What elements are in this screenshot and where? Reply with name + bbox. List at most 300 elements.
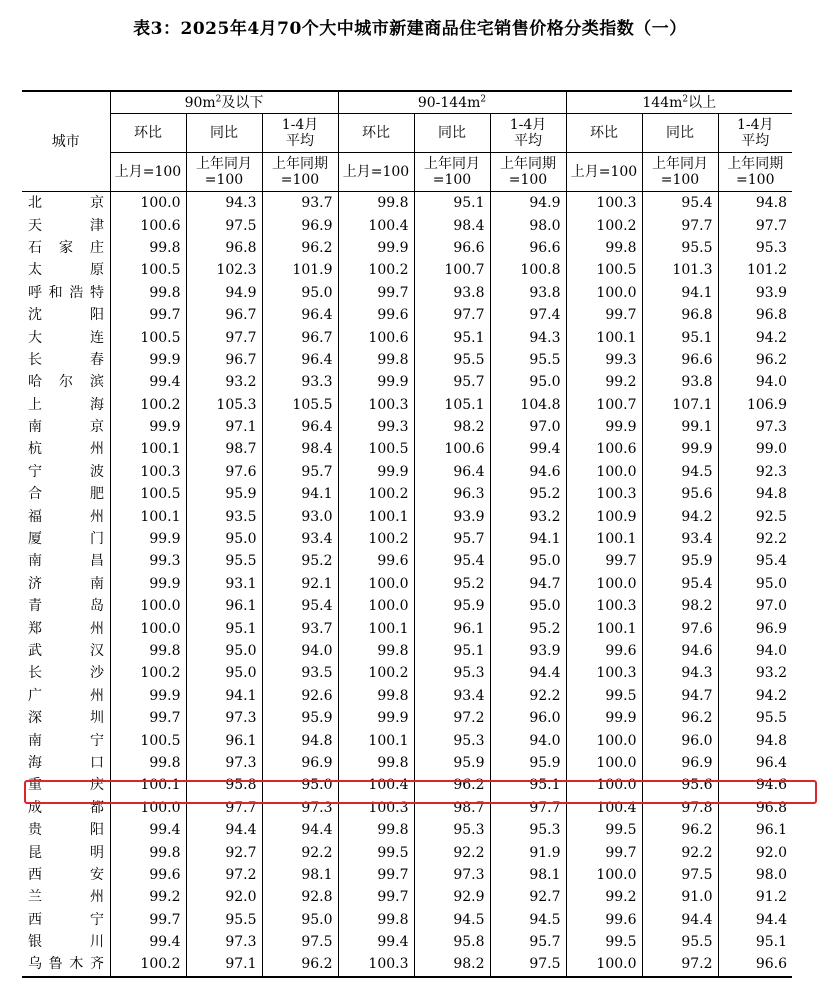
value-cell: 99.5 bbox=[566, 819, 642, 841]
value-cell: 100.0 bbox=[338, 595, 414, 617]
value-cell: 99.6 bbox=[338, 550, 414, 572]
table-row bbox=[22, 729, 792, 751]
value-cell: 98.2 bbox=[414, 416, 490, 438]
value-cell: 93.8 bbox=[490, 282, 566, 304]
city-name: 宁波 bbox=[28, 463, 104, 480]
value-cell: 100.0 bbox=[110, 617, 186, 639]
value-cell: 93.9 bbox=[718, 282, 792, 304]
city-name: 昆明 bbox=[28, 844, 104, 861]
value-cell: 92.2 bbox=[490, 685, 566, 707]
table-row bbox=[22, 304, 792, 326]
value-cell: 94.0 bbox=[490, 729, 566, 751]
value-cell: 100.3 bbox=[566, 662, 642, 684]
group-header-90-below: $90m^2$及以下 bbox=[110, 91, 338, 114]
table-row bbox=[22, 259, 792, 281]
value-cell: 95.5 bbox=[414, 349, 490, 371]
value-cell: 99.4 bbox=[490, 438, 566, 460]
value-cell: 105.3 bbox=[186, 394, 262, 416]
value-cell: 99.9 bbox=[338, 237, 414, 259]
value-cell: 100.0 bbox=[110, 797, 186, 819]
value-cell: 92.9 bbox=[414, 886, 490, 908]
value-cell: 94.0 bbox=[262, 640, 338, 662]
value-cell: 97.7 bbox=[186, 797, 262, 819]
value-cell: 95.5 bbox=[186, 909, 262, 931]
city-name: 成都 bbox=[28, 799, 104, 816]
value-cell: 99.8 bbox=[338, 640, 414, 662]
value-cell: 99.6 bbox=[566, 909, 642, 931]
value-cell: 95.2 bbox=[490, 617, 566, 639]
table-row bbox=[22, 349, 792, 371]
table-row bbox=[22, 909, 792, 931]
table-row bbox=[22, 953, 792, 976]
value-cell: 94.6 bbox=[490, 461, 566, 483]
yoy-header: 同比 bbox=[186, 114, 262, 153]
value-cell: 100.3 bbox=[338, 953, 414, 976]
group-header-90-144: $90-144m^2$ bbox=[338, 91, 566, 114]
city-name: 乌鲁木齐 bbox=[28, 956, 104, 973]
value-cell: 99.7 bbox=[110, 304, 186, 326]
value-cell: 92.5 bbox=[718, 505, 792, 527]
value-cell: 97.6 bbox=[642, 617, 718, 639]
value-cell: 97.3 bbox=[186, 707, 262, 729]
value-cell: 100.6 bbox=[566, 438, 642, 460]
city-cell bbox=[22, 326, 110, 348]
value-cell: 100.6 bbox=[414, 438, 490, 460]
value-cell: 97.7 bbox=[414, 304, 490, 326]
value-cell: 99.0 bbox=[718, 438, 792, 460]
value-cell: 105.5 bbox=[262, 394, 338, 416]
value-cell: 100.2 bbox=[338, 259, 414, 281]
value-cell: 105.1 bbox=[414, 394, 490, 416]
value-cell: 100.0 bbox=[110, 595, 186, 617]
value-cell: 96.4 bbox=[262, 416, 338, 438]
city-cell bbox=[22, 819, 110, 841]
value-cell: 100.3 bbox=[338, 797, 414, 819]
city-cell bbox=[22, 729, 110, 751]
value-cell: 91.0 bbox=[642, 886, 718, 908]
value-cell: 94.5 bbox=[414, 909, 490, 931]
value-cell: 100.1 bbox=[338, 729, 414, 751]
value-cell: 95.6 bbox=[642, 774, 718, 796]
value-cell: 93.2 bbox=[490, 505, 566, 527]
value-cell: 95.0 bbox=[186, 528, 262, 550]
value-cell: 100.0 bbox=[566, 774, 642, 796]
value-cell: 99.4 bbox=[110, 819, 186, 841]
value-cell: 100.2 bbox=[110, 953, 186, 976]
city-name: 南宁 bbox=[28, 732, 104, 749]
value-cell: 99.8 bbox=[566, 237, 642, 259]
city-cell bbox=[22, 573, 110, 595]
city-name: 长春 bbox=[28, 351, 104, 368]
value-cell: 95.9 bbox=[262, 707, 338, 729]
value-cell: 99.8 bbox=[338, 819, 414, 841]
value-cell: 99.9 bbox=[566, 707, 642, 729]
value-cell: 100.5 bbox=[110, 259, 186, 281]
value-cell: 93.7 bbox=[262, 192, 338, 215]
value-cell: 95.9 bbox=[490, 752, 566, 774]
value-cell: 92.1 bbox=[262, 573, 338, 595]
value-cell: 99.2 bbox=[566, 886, 642, 908]
value-cell: 93.8 bbox=[414, 282, 490, 304]
city-cell bbox=[22, 214, 110, 236]
value-cell: 98.0 bbox=[718, 864, 792, 886]
value-cell: 99.4 bbox=[110, 931, 186, 953]
value-cell: 95.4 bbox=[262, 595, 338, 617]
value-cell: 96.9 bbox=[262, 752, 338, 774]
value-cell: 95.0 bbox=[262, 282, 338, 304]
value-cell: 96.2 bbox=[642, 707, 718, 729]
value-cell: 96.1 bbox=[414, 617, 490, 639]
value-cell: 99.9 bbox=[642, 438, 718, 460]
table-row bbox=[22, 505, 792, 527]
value-cell: 100.2 bbox=[338, 662, 414, 684]
value-cell: 95.2 bbox=[262, 550, 338, 572]
city-name: 杭州 bbox=[28, 441, 104, 458]
value-cell: 93.5 bbox=[262, 662, 338, 684]
value-cell: 97.6 bbox=[186, 461, 262, 483]
value-cell: 94.0 bbox=[718, 640, 792, 662]
city-column-header: 城市 bbox=[22, 91, 110, 192]
value-cell: 96.6 bbox=[718, 953, 792, 976]
value-cell: 100.7 bbox=[414, 259, 490, 281]
table-row bbox=[22, 550, 792, 572]
city-cell bbox=[22, 662, 110, 684]
table-row bbox=[22, 214, 792, 236]
value-cell: 97.2 bbox=[414, 707, 490, 729]
base-same-month-last-year: 上年同月 =100 bbox=[642, 153, 718, 192]
value-cell: 97.7 bbox=[642, 214, 718, 236]
value-cell: 99.7 bbox=[566, 550, 642, 572]
city-name: 南京 bbox=[28, 419, 104, 436]
value-cell: 100.8 bbox=[490, 259, 566, 281]
table-row bbox=[22, 841, 792, 863]
value-cell: 94.3 bbox=[642, 662, 718, 684]
value-cell: 94.3 bbox=[186, 192, 262, 215]
value-cell: 99.5 bbox=[566, 931, 642, 953]
value-cell: 92.6 bbox=[262, 685, 338, 707]
value-cell: 100.0 bbox=[566, 573, 642, 595]
city-cell bbox=[22, 841, 110, 863]
value-cell: 100.9 bbox=[566, 505, 642, 527]
value-cell: 97.5 bbox=[642, 864, 718, 886]
value-cell: 92.7 bbox=[490, 886, 566, 908]
value-cell: 96.2 bbox=[262, 953, 338, 976]
value-cell: 95.1 bbox=[414, 640, 490, 662]
value-cell: 95.8 bbox=[414, 931, 490, 953]
value-cell: 93.2 bbox=[718, 662, 792, 684]
value-cell: 99.7 bbox=[338, 864, 414, 886]
table-row bbox=[22, 282, 792, 304]
value-cell: 94.8 bbox=[262, 729, 338, 751]
value-cell: 95.7 bbox=[414, 528, 490, 550]
value-cell: 96.4 bbox=[262, 349, 338, 371]
value-cell: 99.4 bbox=[338, 931, 414, 953]
city-cell bbox=[22, 505, 110, 527]
value-cell: 97.3 bbox=[414, 864, 490, 886]
value-cell: 94.4 bbox=[718, 909, 792, 931]
table-row bbox=[22, 326, 792, 348]
value-cell: 94.2 bbox=[718, 685, 792, 707]
value-cell: 94.5 bbox=[642, 461, 718, 483]
value-cell: 100.4 bbox=[338, 214, 414, 236]
value-cell: 97.0 bbox=[490, 416, 566, 438]
value-cell: 100.4 bbox=[566, 797, 642, 819]
value-cell: 95.4 bbox=[642, 573, 718, 595]
value-cell: 99.5 bbox=[338, 841, 414, 863]
city-cell bbox=[22, 640, 110, 662]
value-cell: 95.6 bbox=[642, 483, 718, 505]
value-cell: 95.4 bbox=[414, 550, 490, 572]
value-cell: 94.4 bbox=[262, 819, 338, 841]
table-row bbox=[22, 371, 792, 393]
value-cell: 94.3 bbox=[490, 326, 566, 348]
value-cell: 92.3 bbox=[718, 461, 792, 483]
value-cell: 94.9 bbox=[186, 282, 262, 304]
value-cell: 95.8 bbox=[186, 774, 262, 796]
value-cell: 97.7 bbox=[718, 214, 792, 236]
value-cell: 93.9 bbox=[490, 640, 566, 662]
value-cell: 100.1 bbox=[566, 617, 642, 639]
value-cell: 96.2 bbox=[642, 819, 718, 841]
value-cell: 100.5 bbox=[566, 259, 642, 281]
city-name: 广州 bbox=[28, 687, 104, 704]
value-cell: 96.2 bbox=[718, 349, 792, 371]
value-cell: 94.4 bbox=[490, 662, 566, 684]
table-row bbox=[22, 931, 792, 953]
value-cell: 99.8 bbox=[338, 192, 414, 215]
value-cell: 97.3 bbox=[262, 797, 338, 819]
value-cell: 93.5 bbox=[186, 505, 262, 527]
city-name: 深圳 bbox=[28, 710, 104, 727]
city-name: 南昌 bbox=[28, 553, 104, 570]
city-cell bbox=[22, 304, 110, 326]
value-cell: 100.1 bbox=[566, 528, 642, 550]
value-cell: 96.6 bbox=[490, 237, 566, 259]
value-cell: 97.4 bbox=[490, 304, 566, 326]
value-cell: 96.8 bbox=[186, 237, 262, 259]
value-cell: 96.7 bbox=[186, 349, 262, 371]
value-cell: 93.7 bbox=[262, 617, 338, 639]
table-row bbox=[22, 640, 792, 662]
value-cell: 96.6 bbox=[414, 237, 490, 259]
value-cell: 93.4 bbox=[262, 528, 338, 550]
value-cell: 100.2 bbox=[338, 483, 414, 505]
table-row bbox=[22, 662, 792, 684]
value-cell: 99.7 bbox=[338, 282, 414, 304]
value-cell: 94.4 bbox=[186, 819, 262, 841]
city-name: 济南 bbox=[28, 575, 104, 592]
value-cell: 96.1 bbox=[186, 595, 262, 617]
value-cell: 95.5 bbox=[642, 237, 718, 259]
value-cell: 99.9 bbox=[110, 349, 186, 371]
table-row bbox=[22, 416, 792, 438]
value-cell: 98.7 bbox=[414, 797, 490, 819]
value-cell: 99.9 bbox=[110, 528, 186, 550]
value-cell: 92.2 bbox=[414, 841, 490, 863]
ytd-avg-header: 1-4月 平均 bbox=[490, 114, 566, 153]
value-cell: 94.5 bbox=[490, 909, 566, 931]
value-cell: 99.8 bbox=[338, 909, 414, 931]
base-same-period-last-year: 上年同期 =100 bbox=[262, 153, 338, 192]
table-row bbox=[22, 438, 792, 460]
value-cell: 99.5 bbox=[566, 685, 642, 707]
value-cell: 95.3 bbox=[490, 819, 566, 841]
value-cell: 96.0 bbox=[642, 729, 718, 751]
value-cell: 95.1 bbox=[718, 931, 792, 953]
value-cell: 100.0 bbox=[338, 573, 414, 595]
city-name: 石家庄 bbox=[28, 239, 104, 256]
value-cell: 99.7 bbox=[566, 304, 642, 326]
value-cell: 99.9 bbox=[338, 371, 414, 393]
base-last-month: 上月=100 bbox=[110, 153, 186, 192]
value-cell: 100.0 bbox=[110, 192, 186, 215]
value-cell: 94.7 bbox=[642, 685, 718, 707]
table-row bbox=[22, 707, 792, 729]
value-cell: 99.3 bbox=[566, 349, 642, 371]
value-cell: 95.1 bbox=[490, 774, 566, 796]
yoy-header: 同比 bbox=[414, 114, 490, 153]
value-cell: 100.4 bbox=[338, 774, 414, 796]
value-cell: 100.0 bbox=[566, 752, 642, 774]
table-row bbox=[22, 595, 792, 617]
city-cell bbox=[22, 438, 110, 460]
city-name: 西安 bbox=[28, 866, 104, 883]
base-same-period-last-year: 上年同期 =100 bbox=[718, 153, 792, 192]
value-cell: 92.0 bbox=[186, 886, 262, 908]
ytd-avg-header: 1-4月 平均 bbox=[718, 114, 792, 153]
city-name: 太原 bbox=[28, 262, 104, 279]
value-cell: 100.2 bbox=[110, 394, 186, 416]
value-cell: 96.0 bbox=[490, 707, 566, 729]
value-cell: 96.2 bbox=[262, 237, 338, 259]
value-cell: 97.5 bbox=[186, 214, 262, 236]
value-cell: 97.5 bbox=[490, 953, 566, 976]
value-cell: 94.1 bbox=[490, 528, 566, 550]
value-cell: 95.9 bbox=[642, 550, 718, 572]
base-same-period-last-year: 上年同期 =100 bbox=[490, 153, 566, 192]
value-cell: 95.3 bbox=[718, 237, 792, 259]
value-cell: 95.4 bbox=[718, 550, 792, 572]
value-cell: 94.9 bbox=[490, 192, 566, 215]
city-name: 厦门 bbox=[28, 531, 104, 548]
value-cell: 96.8 bbox=[718, 797, 792, 819]
value-cell: 93.1 bbox=[186, 573, 262, 595]
city-name: 天津 bbox=[28, 217, 104, 234]
value-cell: 99.8 bbox=[110, 640, 186, 662]
value-cell: 98.2 bbox=[414, 953, 490, 976]
value-cell: 96.9 bbox=[262, 214, 338, 236]
table-row bbox=[22, 617, 792, 639]
value-cell: 100.6 bbox=[338, 326, 414, 348]
value-cell: 95.1 bbox=[186, 617, 262, 639]
city-name: 合肥 bbox=[28, 486, 104, 503]
city-name: 大连 bbox=[28, 329, 104, 346]
city-cell bbox=[22, 774, 110, 796]
value-cell: 99.8 bbox=[110, 841, 186, 863]
value-cell: 95.0 bbox=[186, 662, 262, 684]
value-cell: 100.0 bbox=[566, 282, 642, 304]
city-name: 郑州 bbox=[28, 620, 104, 637]
value-cell: 95.5 bbox=[642, 931, 718, 953]
value-cell: 95.0 bbox=[490, 550, 566, 572]
value-cell: 99.7 bbox=[110, 909, 186, 931]
value-cell: 99.9 bbox=[338, 707, 414, 729]
value-cell: 99.7 bbox=[110, 707, 186, 729]
value-cell: 97.5 bbox=[262, 931, 338, 953]
value-cell: 99.9 bbox=[110, 416, 186, 438]
value-cell: 100.3 bbox=[566, 483, 642, 505]
value-cell: 95.7 bbox=[262, 461, 338, 483]
table-row bbox=[22, 237, 792, 259]
value-cell: 100.1 bbox=[566, 326, 642, 348]
city-cell bbox=[22, 953, 110, 976]
value-cell: 99.7 bbox=[338, 886, 414, 908]
table-row bbox=[22, 528, 792, 550]
base-same-month-last-year: 上年同月 =100 bbox=[186, 153, 262, 192]
value-cell: 96.7 bbox=[262, 326, 338, 348]
city-cell bbox=[22, 931, 110, 953]
city-name: 海口 bbox=[28, 754, 104, 771]
value-cell: 95.3 bbox=[414, 819, 490, 841]
table-row bbox=[22, 573, 792, 595]
table-row bbox=[22, 192, 792, 215]
value-cell: 100.3 bbox=[338, 394, 414, 416]
value-cell: 95.9 bbox=[414, 595, 490, 617]
value-cell: 98.1 bbox=[262, 864, 338, 886]
city-cell bbox=[22, 886, 110, 908]
value-cell: 99.6 bbox=[338, 304, 414, 326]
value-cell: 93.9 bbox=[414, 505, 490, 527]
value-cell: 99.2 bbox=[110, 886, 186, 908]
city-cell bbox=[22, 394, 110, 416]
mom-header: 环比 bbox=[110, 114, 186, 153]
value-cell: 98.7 bbox=[186, 438, 262, 460]
city-cell bbox=[22, 461, 110, 483]
value-cell: 96.4 bbox=[262, 304, 338, 326]
value-cell: 100.5 bbox=[110, 729, 186, 751]
value-cell: 96.9 bbox=[718, 617, 792, 639]
value-cell: 96.2 bbox=[414, 774, 490, 796]
value-cell: 99.8 bbox=[338, 752, 414, 774]
value-cell: 101.3 bbox=[642, 259, 718, 281]
city-cell bbox=[22, 282, 110, 304]
value-cell: 100.3 bbox=[566, 595, 642, 617]
value-cell: 95.1 bbox=[642, 326, 718, 348]
value-cell: 97.3 bbox=[718, 416, 792, 438]
value-cell: 94.1 bbox=[262, 483, 338, 505]
value-cell: 95.2 bbox=[490, 483, 566, 505]
value-cell: 94.0 bbox=[718, 371, 792, 393]
table-row bbox=[22, 685, 792, 707]
value-cell: 99.6 bbox=[110, 864, 186, 886]
value-cell: 95.7 bbox=[490, 931, 566, 953]
value-cell: 97.3 bbox=[186, 752, 262, 774]
base-last-month: 上月=100 bbox=[566, 153, 642, 192]
city-name: 银川 bbox=[28, 934, 104, 951]
value-cell: 93.0 bbox=[262, 505, 338, 527]
value-cell: 93.3 bbox=[262, 371, 338, 393]
value-cell: 100.2 bbox=[566, 214, 642, 236]
value-cell: 94.6 bbox=[718, 774, 792, 796]
value-cell: 97.2 bbox=[186, 864, 262, 886]
value-cell: 92.2 bbox=[718, 528, 792, 550]
value-cell: 94.2 bbox=[642, 505, 718, 527]
table-row bbox=[22, 886, 792, 908]
value-cell: 99.8 bbox=[338, 685, 414, 707]
table-row bbox=[22, 864, 792, 886]
city-cell bbox=[22, 192, 110, 215]
value-cell: 100.1 bbox=[338, 505, 414, 527]
